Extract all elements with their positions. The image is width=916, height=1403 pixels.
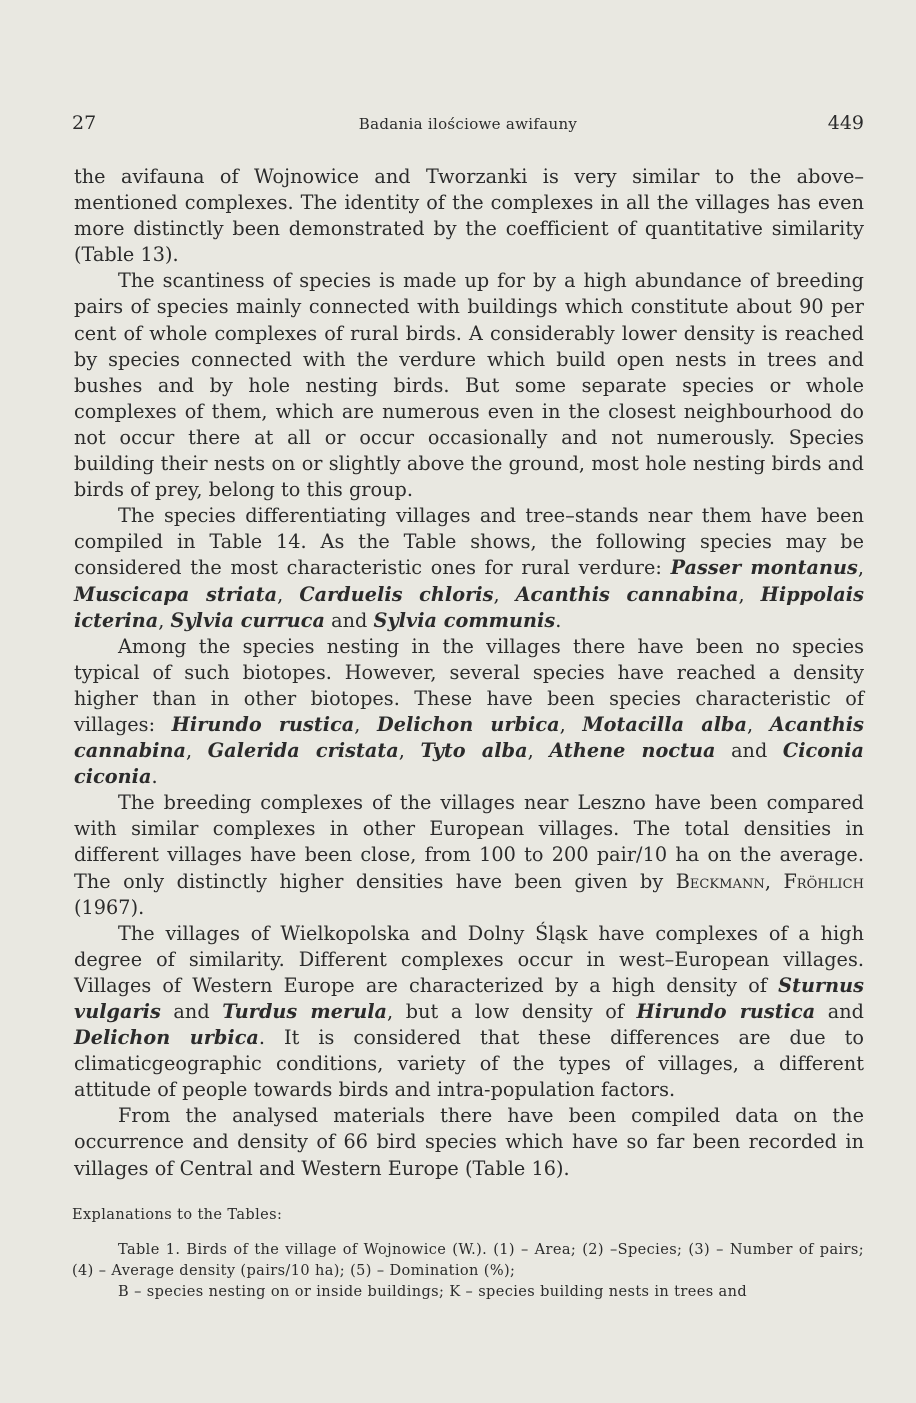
page-number-right: 449 bbox=[827, 112, 864, 134]
text-run: and bbox=[160, 1000, 223, 1023]
text-run: The species differentiating villages and tree–stands near them have been compiled in Table 14. As the Table shows, the following species may be considered the most characteristic ones for rural verdure: bbox=[74, 504, 864, 580]
running-header bbox=[72, 112, 864, 138]
author-name: Fröhlich bbox=[783, 869, 864, 893]
species-name: Sylvia curruca bbox=[170, 608, 326, 632]
text-run: and bbox=[815, 1000, 864, 1023]
running-title: Badania ilościowe awifauny bbox=[358, 115, 578, 133]
species-name: Acanthis cannabina bbox=[74, 712, 864, 763]
species-name: Passer montanus bbox=[670, 556, 858, 580]
text-run: Among the species nesting in the villages there have been no species typical of such biotopes. However, several species have reached a density higher than in other biotopes. These have been species characteristic of villages: bbox=[74, 634, 864, 736]
paragraph-3: The species differentiating villages and tree–stands near them have been compiled in Table 14. As the Table shows, the following species may be considered the most characteristic ones for rural verdure: Passer montanus, Muscicapa striata, Carduelis chloris, Acanthis cannabina, Hippolais icterina, Sylvia curruca and Sylvia communis. bbox=[74, 504, 864, 632]
table-1-explanation: Table 1. Birds of the village of Wojnowice (W.). (1) – Area; (2) –Species; (3) – Number of pairs; (4) – Average density (pairs/10 ha); (5) – Domination (%); bbox=[72, 1242, 864, 1279]
species-name: Sylvia communis bbox=[373, 608, 556, 632]
paragraph-6 bbox=[74, 921, 864, 1104]
species-name: Muscicapa striata bbox=[74, 582, 278, 606]
explanations-heading: Explanations to the Tables: bbox=[72, 1207, 283, 1223]
species-name: Hirundo rustica bbox=[171, 712, 355, 736]
author-name: Beckmann bbox=[675, 869, 765, 893]
species-name: Turdus merula bbox=[222, 1000, 388, 1023]
body-text bbox=[74, 164, 864, 1182]
species-name: Delichon urbica bbox=[74, 1026, 259, 1050]
species-name: Tyto alba bbox=[420, 739, 528, 763]
species-name: Galerida cristata bbox=[207, 739, 399, 763]
species-name: Athene noctua bbox=[549, 739, 716, 763]
species-name: Motacilla alba bbox=[582, 712, 747, 736]
species-name: Acanthis cannabina bbox=[515, 582, 739, 606]
page-number-left: 27 bbox=[72, 112, 97, 134]
paragraph-5 bbox=[74, 790, 864, 920]
text-run: . bbox=[555, 608, 562, 632]
species-name: Delichon urbica bbox=[377, 712, 560, 736]
text-run: , bbox=[764, 869, 784, 893]
text-run: The breeding complexes of the villages near Leszno have been compared with similar complexes in other European villages. The total densities in different villages have been close, from 100 to 200 pair/10 ha on the average. The only distinctly higher densities have been given by bbox=[74, 791, 864, 893]
species-name: Ciconia ciconia bbox=[74, 739, 864, 789]
paragraph-2: The scantiness of species is made up for by a high abundance of breeding pairs of species mainly connected with buildings which constitute about 90 per cent of whole complexes of rural birds. A considerably lower density is reached by species connected with the verdure which build open nests in trees and bushes and by hole nesting birds. But some separate species or whole complexes of them, which are numerous even in the closest neighbourhood do not occur there at all or occur occasionally and not numerously. Species building their nests on or slightly above the ground, most hole nesting birds and birds of prey, belong to this group. bbox=[74, 269, 864, 502]
text-run: The villages of Wielkopolska and Dolny Śląsk have complexes of a high degree of similarity. Different complexes occur in west–European villages. Villages of Western Europe are characterized by a high density of bbox=[74, 921, 864, 997]
table-1-explanation-cont: B – species nesting on or inside buildings; K – species building nests in trees and bbox=[118, 1284, 748, 1300]
text-run: . bbox=[151, 765, 158, 789]
text-run: and bbox=[715, 739, 783, 763]
text-run: (1967). bbox=[74, 895, 145, 919]
paragraph-7: From the analysed materials there have been compiled data on the occurrence and density of 66 bird species which have so far been recorded in villages of Central and Western Europe (Table 16). bbox=[74, 1104, 864, 1180]
text-run: and bbox=[325, 608, 374, 632]
species-name: Hippolais icterina bbox=[74, 582, 864, 632]
paragraph-4: Among the species nesting in the villages there have been no species typical of such biotopes. However, several species have reached a density higher than in other biotopes. These have been species characteristic of villages: Hirundo rustica, Delichon urbica, Motacilla alba, Acanthis cannabina, Galerida cristata, Tyto alba, Athene noctua and Ciconia ciconia. bbox=[74, 634, 864, 789]
species-name: Hirundo rustica bbox=[636, 1000, 816, 1023]
text-run: , but a low density of bbox=[387, 1000, 637, 1023]
table-explanations bbox=[72, 1205, 864, 1303]
paragraph-1: the avifauna of Wojnowice and Tworzanki is very similar to the above–mentioned complexes. The identity of the complexes in all the villages has even more distinctly been demonstrated by the coefficient of quantitative similarity (Table 13). bbox=[74, 165, 864, 267]
species-name: Sturnus vulgaris bbox=[74, 973, 864, 1023]
text-run: . It is considered that these differences are due to climaticgeographic conditions, variety of the types of villages, a different attitude of people towards birds and intra-population factors. bbox=[74, 1026, 864, 1102]
species-name: Carduelis chloris bbox=[299, 582, 494, 606]
